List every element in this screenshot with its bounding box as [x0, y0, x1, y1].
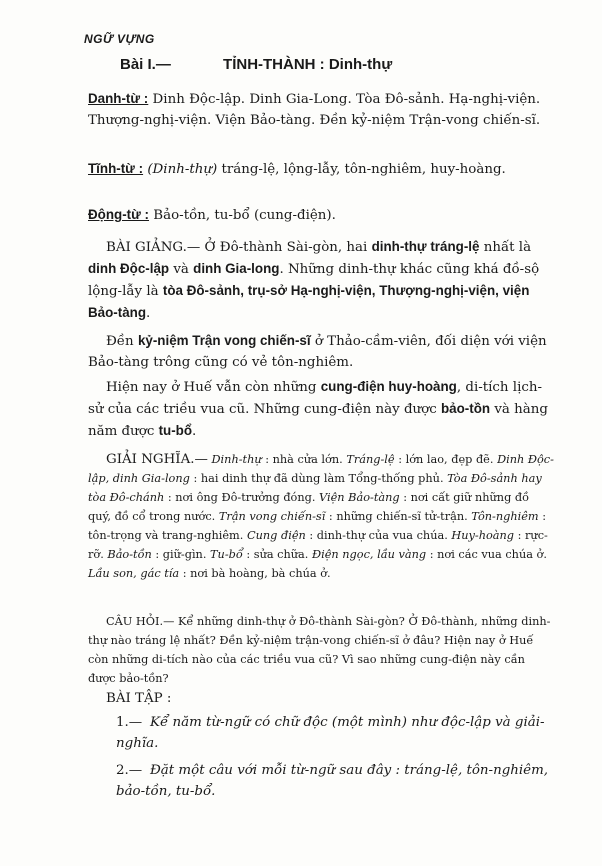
reading-text: nhất là	[479, 240, 532, 255]
reading-text: và	[169, 262, 194, 277]
exercise-item	[116, 712, 556, 754]
glossary-term: Bảo-tồn	[107, 548, 152, 561]
adjectives-text: tráng-lệ, lộng-lẫy, tôn-nghiêm, huy-hoàng.	[217, 162, 506, 177]
nouns-paragraph	[88, 88, 554, 131]
reading-bold: dinh Độc-lập	[88, 261, 170, 276]
glossary-definition: : nơi bà hoàng, bà chúa ở.	[179, 567, 331, 580]
glossary-term: Viện Bảo-tàng	[319, 491, 400, 504]
glossary-definition: : những chiến-sĩ tử-trận.	[325, 510, 472, 523]
glossary-definition: : nơi cất giữ những đồ quý, đồ cổ trong nước.	[88, 491, 530, 523]
reading-text: BÀI GIẢNG.— Ở Đô-thành Sài-gòn, hai	[106, 240, 372, 255]
lesson-topic: TỈNH-THÀNH : Dinh-thự	[223, 56, 393, 73]
glossary-term: Điện ngọc, lầu vàng	[311, 548, 427, 561]
glossary-paragraph	[88, 450, 554, 583]
hue-paragraph	[88, 376, 554, 442]
exercises-heading: BÀI TẬP :	[106, 691, 172, 706]
reading-bold: tòa Đô-sảnh, trụ-sở Hạ-nghị-viện, Thượng-nghị-viện, viện Bảo-tàng	[88, 283, 530, 320]
memorial-text: ở Thảo-cầm-viên, đối diện với viện Bảo-tàng trông cũng có vẻ tôn-nghiêm.	[88, 334, 547, 370]
exercise-number: 1.—	[116, 715, 143, 730]
glossary-term: Huy-hoàng	[451, 529, 515, 542]
glossary-entries	[88, 453, 554, 580]
reading-text: .	[146, 306, 151, 321]
glossary-definition: : nhà cửa lớn.	[261, 453, 347, 466]
questions-paragraph	[88, 612, 554, 688]
exercise-text: Đặt một câu với mỗi từ-ngữ sau đây : tráng-lệ, tôn-nghiêm, bảo-tồn, tu-bổ.	[116, 763, 549, 799]
verbs-paragraph	[88, 204, 554, 226]
glossary-term: Lầu son, gác tía	[88, 567, 180, 580]
glossary-term: Trận vong chiến-sĩ	[218, 510, 326, 523]
nouns-label: Danh-từ :	[88, 91, 149, 106]
exercise-text: Kể năm từ-ngữ có chữ độc (một mình) như độc-lập và giải-nghĩa.	[116, 715, 545, 751]
glossary-definition: : lớn lao, đẹp đẽ.	[394, 453, 498, 466]
hue-bold: cung-điện huy-hoàng	[320, 379, 457, 394]
glossary-term: Tráng-lệ	[346, 453, 395, 466]
memorial-paragraph	[88, 330, 554, 373]
glossary-definition: : rực-rỡ.	[88, 529, 548, 561]
glossary-heading: GIẢI NGHĨA.—	[106, 452, 208, 467]
running-header: NGỮ VỰNG	[84, 32, 155, 46]
verbs-label: Động-từ :	[88, 207, 150, 222]
glossary-definition: : giữ-gìn.	[151, 548, 211, 561]
adjectives-label: Tĩnh-từ :	[88, 161, 144, 176]
lesson-reading-paragraph	[88, 236, 554, 324]
memorial-text: Đền	[106, 334, 138, 349]
reading-text: . Những dinh-thự khác cũng khá đồ-sộ lộng-lẫy là	[88, 262, 540, 299]
hue-bold: tu-bổ	[158, 423, 193, 438]
memorial-bold: kỷ-niệm Trận vong chiến-sĩ	[137, 333, 311, 348]
hue-bold: bảo-tồn	[440, 401, 491, 416]
glossary-term: Cung điện	[246, 529, 306, 542]
glossary-definition: : hai dinh thự đã dùng làm Tổng-thống phủ.	[189, 472, 448, 485]
reading-bold: dinh-thự tráng-lệ	[371, 239, 480, 254]
glossary-definition: : tôn-trọng và trang-nghiêm.	[88, 510, 547, 542]
glossary-definition: : nơi ông Đô-trưởng đóng.	[164, 491, 320, 504]
hue-text: , di-tích lịch-sử của các triều vua cũ. Những cung-điện này được	[88, 380, 543, 417]
glossary-term: Dinh Độc-lập, dinh Gia-long	[88, 453, 554, 485]
exercise-number: 2.—	[116, 763, 143, 778]
glossary-definition: : dinh-thự của vua chúa.	[305, 529, 452, 542]
glossary-term: Tòa Đô-sảnh hay tòa Đô-chánh	[88, 472, 542, 504]
reading-bold: dinh Gia-long	[193, 261, 280, 276]
lesson-number: Bài I.—	[120, 56, 171, 73]
lesson-title	[120, 56, 392, 73]
questions-text: CÂU HỎI.— Kể những dinh-thự ở Đô-thành Sài-gòn? Ở Đô-thành, những dinh-thự nào tráng lệ nhất? Đền kỷ-niệm trận-vong chiến-sĩ ở đâu? Hiện nay ở Huế còn những di-tích nào của các triều vua cũ? Vì sao những cung-điện này cần được bảo-tồn?	[88, 615, 551, 685]
adjectives-paren: (Dinh-thự)	[147, 162, 218, 177]
verbs-text: Bảo-tồn, tu-bổ (cung-điện).	[153, 208, 336, 223]
glossary-term: Tôn-nghiêm	[471, 510, 539, 523]
glossary-term: Tu-bổ	[210, 548, 243, 561]
glossary-definition: : nơi các vua chúa ở.	[426, 548, 547, 561]
exercise-item	[116, 760, 556, 802]
hue-text: .	[192, 424, 197, 439]
glossary-term: Dinh-thự	[211, 453, 262, 466]
glossary-definition: : sửa chữa.	[242, 548, 312, 561]
nouns-text: Dinh Độc-lập. Dinh Gia-Long. Tòa Đô-sảnh. Hạ-nghị-viện. Thượng-nghị-viện. Viện Bảo-tàng. Đền kỷ-niệm Trận-vong chiến-sĩ.	[88, 92, 541, 128]
hue-text: và hàng năm được	[88, 402, 548, 439]
adjectives-paragraph	[88, 158, 554, 180]
hue-text: Hiện nay ở Huế vẫn còn những	[106, 380, 321, 395]
